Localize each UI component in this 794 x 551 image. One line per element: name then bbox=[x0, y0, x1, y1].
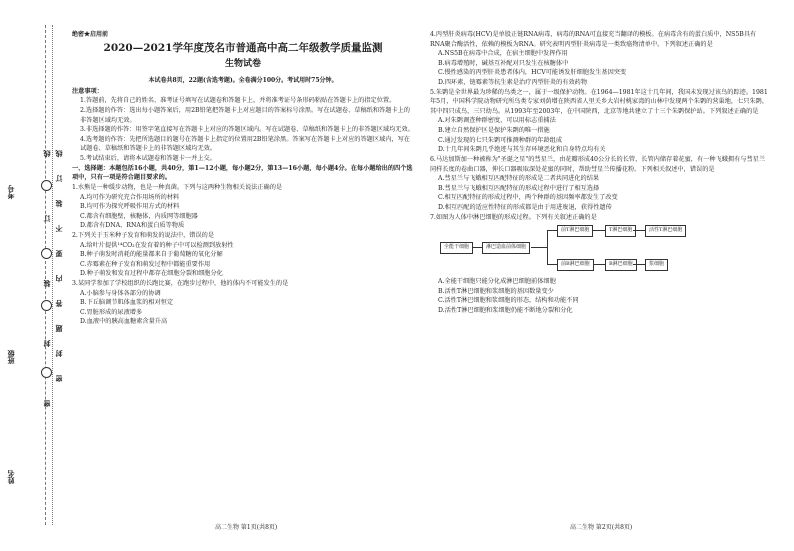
option: A.小脑参与身体各部分的协调 bbox=[80, 289, 161, 297]
option: A.NS5B在病毒中合成，在宿主细胞中发挥作用 bbox=[438, 50, 568, 58]
seal-word: 线 bbox=[54, 150, 63, 157]
seal-word: 密 bbox=[54, 375, 63, 382]
option: C.胃脏形成的尿液增多 bbox=[80, 308, 143, 316]
flow-arrow bbox=[547, 264, 557, 265]
option: A.给叶片提供¹⁴CO₂在发育着的种子中可以检测到放射性 bbox=[80, 241, 234, 249]
option: C.相互匹配特征的形成过程中，两个种群的基因频率都发生了改变 bbox=[438, 194, 618, 202]
option: B.下丘脑调节肌体血浆的相对恒定 bbox=[80, 299, 174, 307]
option: D.相互匹配的适应性特征的形成都是由于用进废退，获得性遗传 bbox=[438, 203, 612, 211]
question bbox=[430, 30, 770, 88]
option: A.对朱鹮调查种群密度，可以用标志重捕法 bbox=[438, 117, 556, 125]
option: D.都含有DNA、RNA和蛋白质等物质 bbox=[80, 222, 185, 230]
section-heading: 一、选择题：本题包括16小题，共40分，第1—12小题，每小题2分，第13—16小题，每小题4分。在每小题给出的四个选项中，只有一项是符合题目要求的。 bbox=[72, 164, 413, 182]
flow-box-active-t: 活性T淋巴细胞 bbox=[645, 225, 686, 237]
option: C.赤霉素在种子发育和萌发过程中都能重要作用 bbox=[80, 260, 211, 268]
flow-arrow bbox=[547, 230, 557, 231]
option: C.活性T淋巴细胞和浆细胞的形态，结构和功能不同 bbox=[438, 297, 579, 305]
seal-word: 装 bbox=[54, 200, 63, 207]
option: C.通过发现的七只朱鹮可推测种群的年龄组成 bbox=[438, 136, 563, 144]
secret-mark: 绝密★启用前 bbox=[72, 31, 109, 38]
seal-word: 订 bbox=[54, 175, 63, 182]
question-stem: 7.如图为人体中淋巴细胞的形成过程。下列有关叙述正确的是 bbox=[430, 213, 597, 221]
option: B.种子萌发时消耗的能量都来自于葡萄糖的氧化分解 bbox=[80, 251, 223, 259]
option: B.病毒增殖时，碱基互补配对只发生在核糖体中 bbox=[438, 59, 569, 67]
question-stem: 3.某同学参加了学校组织的长跑比赛，在跑步过程中，他的体内不可能发生的是 bbox=[72, 279, 289, 287]
seal-line bbox=[52, 25, 53, 525]
flow-box-pre-b: 前B淋巴细胞 bbox=[557, 259, 594, 271]
page-1 bbox=[72, 30, 414, 327]
notice-item: 2.选择题的作答：选出每小题答案后，用2B铅笔把答题卡上对应题目的答案标号涂黑。写在试题卷、草稿纸和答题卡上的非答题区域均无效。 bbox=[80, 107, 410, 124]
seal-word: 封 bbox=[42, 340, 51, 347]
question-stem: 4.丙型肝炎病毒(HCV)是单股正链RNA病毒，病毒的RNA可直接充当翻译的模板。在病毒含有的蛋白质中，NS5B具有RNA聚合酶活性，依赖的模板为RNA。研究表明丙型肝炎病毒是一类致癌物清单中。下列叙述正确的是 bbox=[430, 31, 757, 48]
option: C.慢性感染的丙型肝炎患者体内，HCV可能诱发肝细胞发生基因突变 bbox=[438, 69, 627, 77]
flow-box-pre-t: 前T淋巴细胞 bbox=[557, 225, 593, 237]
notice-item: 3.非选择题的作答：用签字笔直接写在答题卡上对应的答题区域内。写在试题卷、草稿纸和答题卡上的非答题区域均无效。 bbox=[80, 126, 414, 134]
seal-word: 不 bbox=[54, 225, 63, 232]
flow-box-plasma: 浆细胞 bbox=[645, 259, 668, 271]
binding-hole bbox=[41, 180, 52, 191]
question-stem: 6.马达加斯加一种被称为"圣诞之星"的彗星兰，由花瓣形成40公分长的长管，长管内储存着花蜜，有一种飞蛾拥有与彗星兰同样长度的卷曲口器，伸长口器吸取深处花蜜的同时，帮助彗星兰传播花粉。下列相关叙述中，错误的是 bbox=[430, 155, 766, 173]
option: A.彗星兰与飞蛾相互匹配特征的形成是二者共同进化的结果 bbox=[438, 175, 600, 183]
option: B.均可作为探究呼吸作用方式的材料 bbox=[80, 203, 180, 211]
question bbox=[430, 213, 770, 316]
lymphocyte-flow-diagram bbox=[440, 224, 770, 274]
notice-item: 1.答题前，先将自己的姓名、准考证号填写在试题卷和答题卡上，并将准考证号条形码粘贴在答题卡上的指定位置。 bbox=[80, 97, 396, 105]
seal-word: 内 bbox=[54, 275, 63, 282]
exam-info: 本试卷共8页，22题(含选考题)。全卷满分100分。考试用时75分钟。 bbox=[148, 76, 338, 84]
seal-word: 题 bbox=[54, 325, 63, 332]
notice-item: 4.选考题的作答：先把所选题目的题号在答题卡上指定的位置用2B铅笔涂黑。答案写在答题卡上对应的答题区域内，写在试题卷、草稿纸和答题卡上的非答题区域均无效。 bbox=[80, 135, 410, 153]
flow-arrow bbox=[593, 264, 605, 265]
seal-word: 密 bbox=[42, 400, 51, 407]
binding-hole bbox=[41, 300, 52, 311]
page-footer-left: 高二生物 第1页(共8页) bbox=[215, 524, 278, 531]
option: D.血液中的胰高血糖素含量升高 bbox=[80, 318, 168, 326]
question bbox=[72, 279, 414, 327]
flow-arrow bbox=[531, 247, 547, 248]
question-stem: 5.朱鹮是全世界最为珍稀的鸟类之一，属于一级保护动物。在1964—1981年这十几年间，我国未发现过该鸟的踪迹。1981年5月，中国科学院动物研究所鸟类专家刘荫增在陕西省人里关乡大岩村桃家湾的山林中发现两个朱鹮的营巢地，七只朱鹮，其中四只成鸟，三只幼鸟。从1993年至2003年，在中国陕西，北京等地共建立了十三个朱鹮保护站。下列叙述正确的是 bbox=[430, 88, 769, 115]
option: D.活性T淋巴细胞和浆细胞仍能不断地分裂和分化 bbox=[438, 307, 573, 315]
flow-branch bbox=[547, 230, 548, 264]
seal-word: 装 bbox=[42, 280, 51, 287]
seal-word: 答 bbox=[54, 300, 63, 307]
option: D.种子萌发和发育过程中都存在细胞分裂和细胞分化 bbox=[80, 270, 223, 278]
cut-line bbox=[45, 25, 46, 525]
option: B.活性T淋巴细胞和浆细胞的基因数量变少 bbox=[438, 287, 554, 295]
flow-arrow bbox=[593, 230, 605, 231]
option: B.彗星兰与飞蛾相互匹配特征的形成过程中进行了相互选择 bbox=[438, 184, 600, 192]
name-label: 姓名 bbox=[6, 470, 15, 484]
flow-arrow bbox=[633, 230, 645, 231]
question bbox=[430, 155, 770, 213]
flow-arrow bbox=[472, 247, 482, 248]
exam-subject: 生物试卷 bbox=[224, 58, 261, 69]
flow-box-totipotent: 全能干细胞 bbox=[440, 242, 473, 254]
question bbox=[72, 183, 414, 231]
seal-word: 订 bbox=[42, 215, 51, 222]
notice-item: 5.考试结束后，请将本试题卷和答题卡一并上交。 bbox=[80, 155, 216, 163]
page-footer-right: 高二生物 第2页(共8页) bbox=[570, 524, 633, 531]
option: A.全能干细胞只能分化成淋巴细胞前体细胞 bbox=[438, 278, 556, 286]
flow-box-b: B淋巴细胞 bbox=[605, 259, 637, 271]
class-label: 班级 bbox=[6, 350, 15, 364]
exam-title: 2020—2021学年度茂名市普通高中高二年级教学质量监测 bbox=[103, 42, 383, 55]
flow-arrow bbox=[633, 264, 645, 265]
option: C.都含有细胞壁，核糖体，内质网等细胞器 bbox=[80, 212, 198, 220]
question-stem: 1.水熊是一种缓步动物，也是一种真菌。下列与这两种生物相关说法正确的是 bbox=[72, 183, 283, 191]
exam-no-label: 考号 bbox=[6, 185, 15, 199]
seal-word: 要 bbox=[54, 250, 63, 257]
binding-hole bbox=[41, 248, 52, 259]
binding-strip bbox=[0, 0, 62, 551]
option: B.建立自然保护区是保护朱鹮的唯一措施 bbox=[438, 127, 550, 135]
question-stem: 2.下列关于玉米种子发育和萌发的说法中，错误的是 bbox=[72, 231, 215, 239]
seal-word: 线 bbox=[42, 150, 51, 157]
question bbox=[430, 88, 770, 155]
option: D.四环素，链霉素等抗生素是治疗丙型肝炎的有效药物 bbox=[438, 79, 588, 87]
binding-hole bbox=[41, 367, 52, 378]
flow-box-t: T淋巴细胞 bbox=[605, 225, 636, 237]
page-2 bbox=[430, 30, 770, 316]
flow-box-precursor: 淋巴造血前体细胞 bbox=[482, 242, 530, 254]
seal-word: 封 bbox=[54, 350, 63, 357]
question bbox=[72, 231, 414, 279]
option: D.十几年间朱鹮几乎绝迹与其生存环境恶化和自身特点均有关 bbox=[438, 146, 606, 154]
option: A.均可作为研究充合作用场所的材料 bbox=[80, 193, 180, 201]
notice-heading: 注意事项： bbox=[72, 87, 103, 95]
